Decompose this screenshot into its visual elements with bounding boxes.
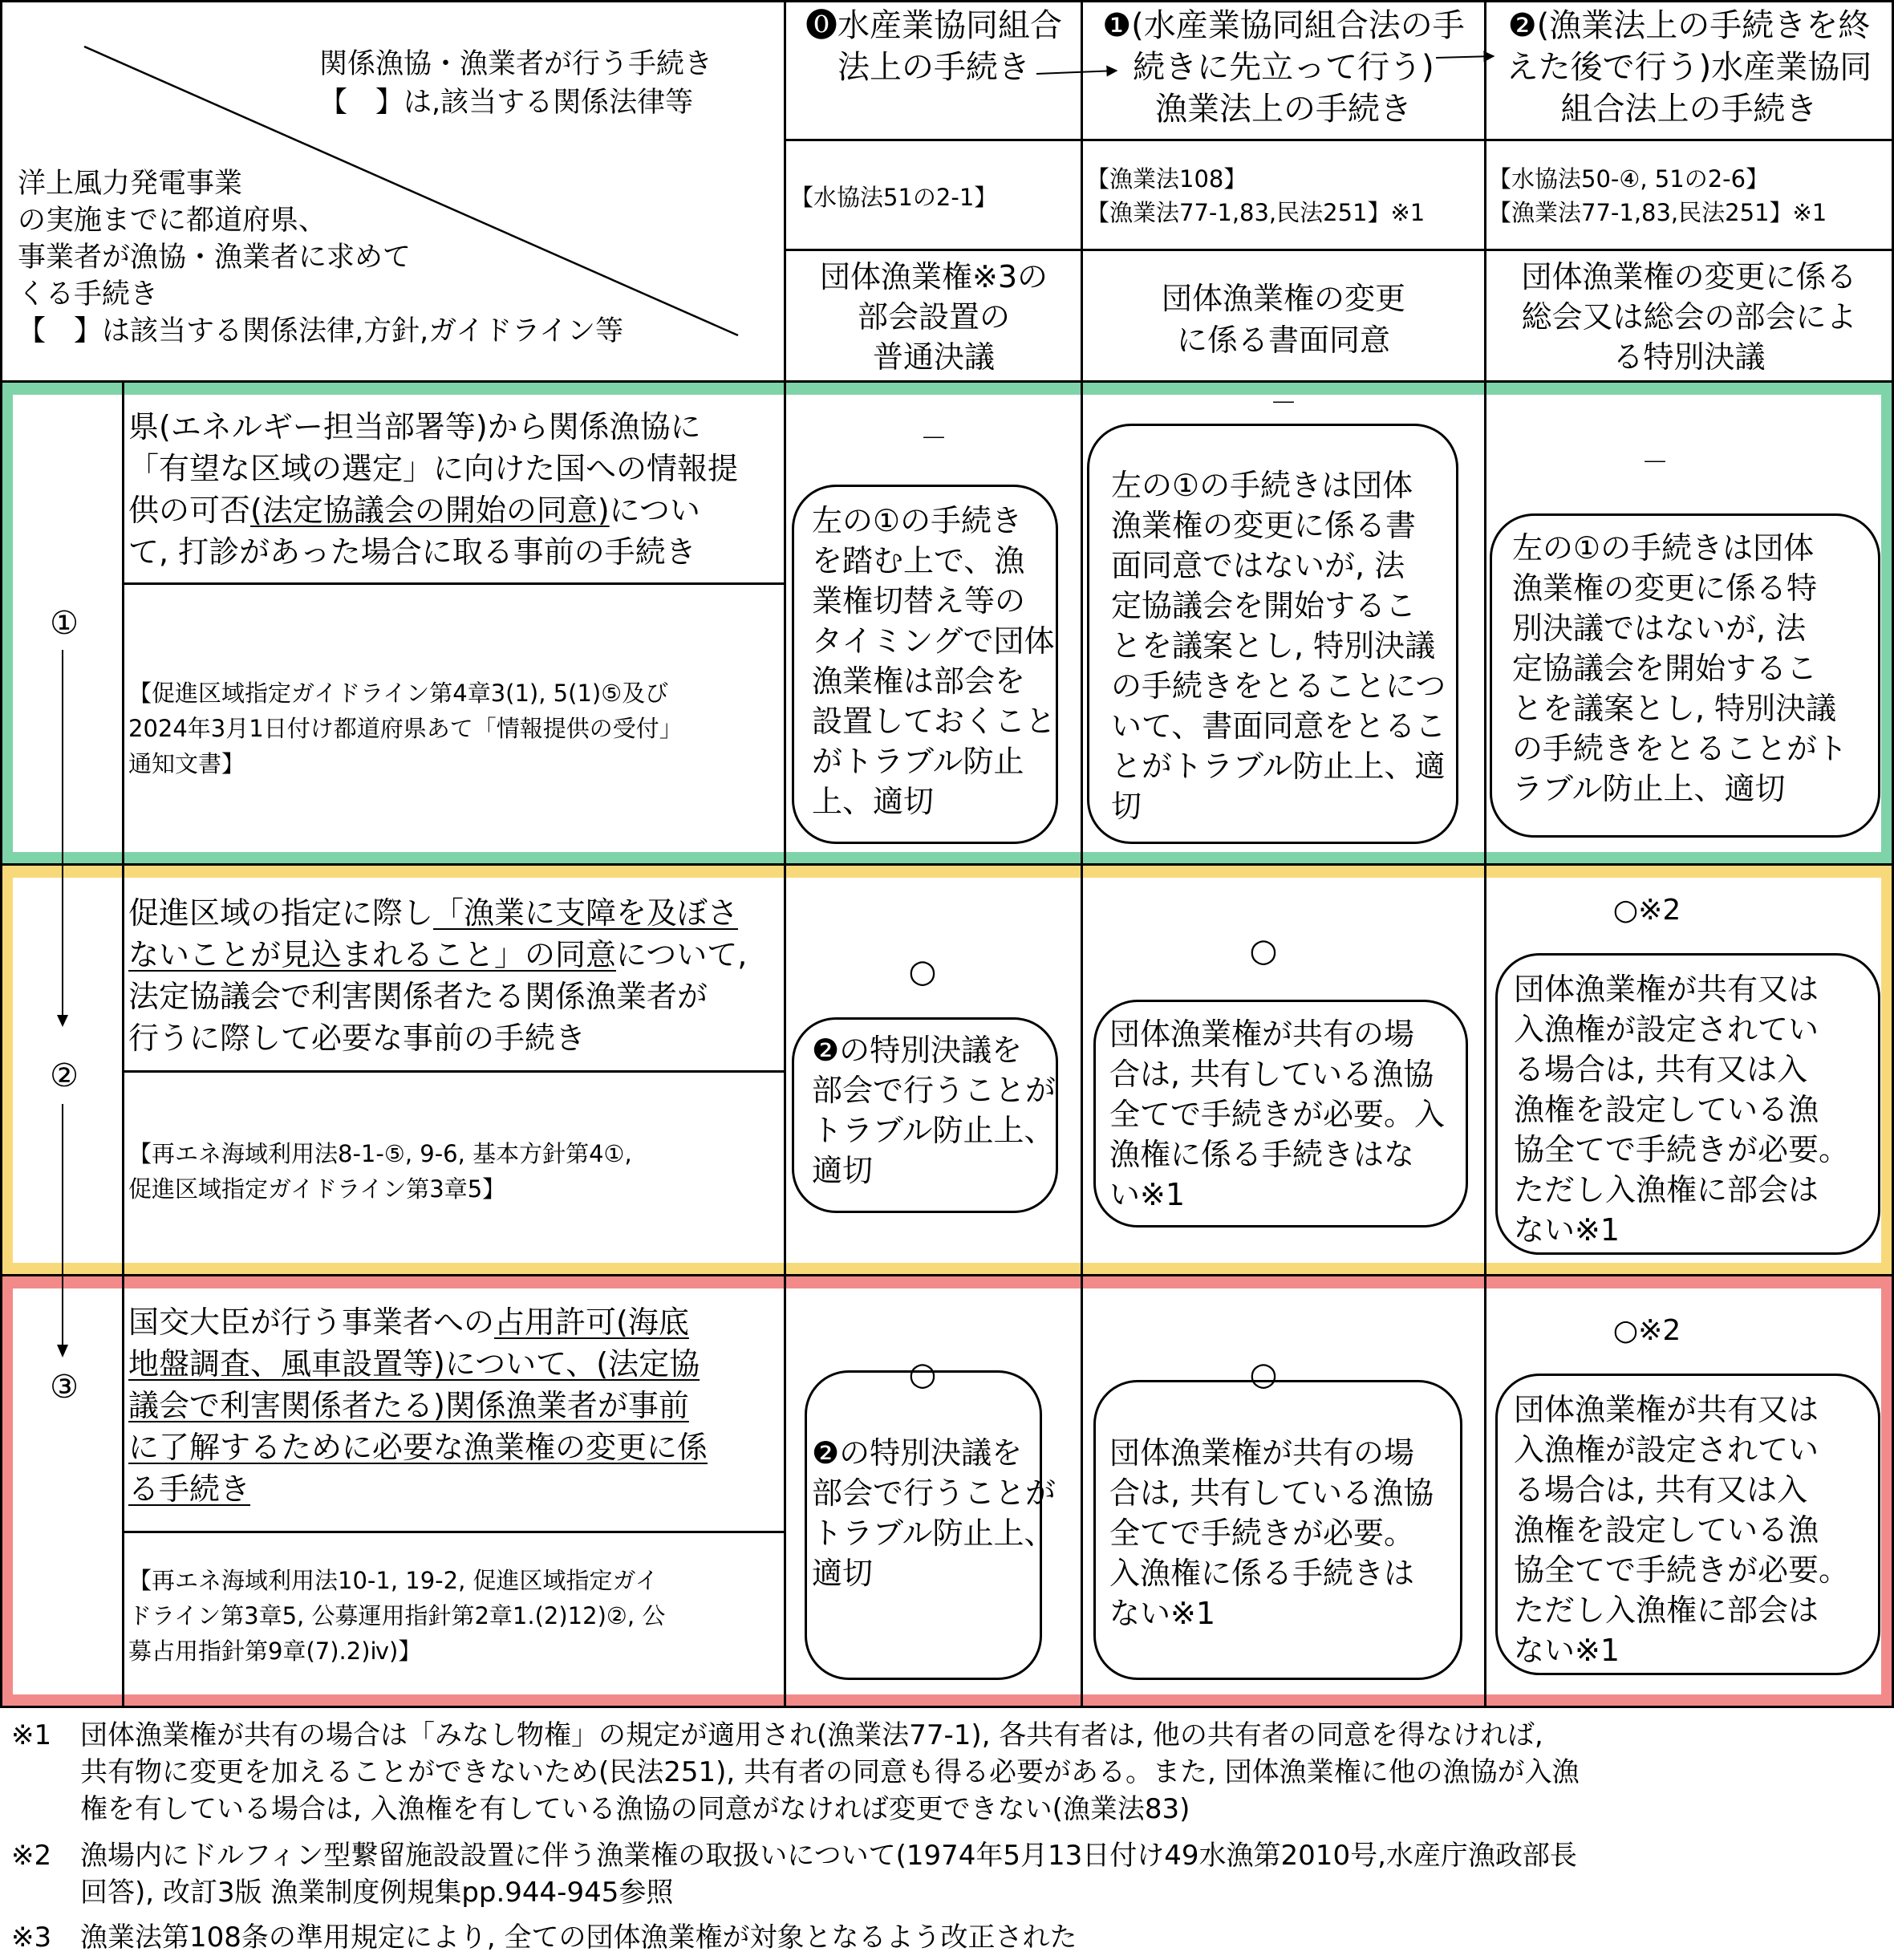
- row1-col0-note: 左の①の手続き を踏む上で、漁 業権切替え等の タイミングで団体 漁業権は部会を 設置しておくこと がトラブル防止 上、適切: [812, 503, 1057, 819]
- col1-law: 【漁業法108】 【漁業法77-1,83,民法251】※1: [1086, 165, 1426, 226]
- row2-desc-text2: について, 法定協議会で利害関係者たる関係漁業者が 行うに際して必要な事前の手続き: [128, 937, 748, 1056]
- row1-description: [128, 406, 738, 573]
- row2-col0-mark: ○: [908, 953, 937, 990]
- footnote-1-text: 団体漁業権が共有の場合は「みなし物権」の規定が適用され(漁業法77-1), 各共有者は, 他の共有者の同意を得なければ, 共有物に変更を加えることができないため(民法251), 共有者の同意も得る必要がある。また, 団体漁業権に他の漁協が入漁 権を有している場合は, 入漁権を有している漁協の同意がなければ変更できない(漁業法83): [80, 1719, 1580, 1825]
- col1-procedure: 団体漁業権の変更 に係る書面同意: [1161, 281, 1405, 358]
- row2-desc-underlined2: ないことが見込まれること」の同意: [128, 937, 617, 972]
- header-sep1: [785, 139, 1894, 141]
- row3-number: ③: [50, 1369, 79, 1406]
- row2-col0-note: ❷の特別決議を 部会で行うことが トラブル防止上、 適切: [812, 1033, 1057, 1188]
- row1-col2-mark: －: [1641, 447, 1669, 479]
- row3-col1-note: 団体漁業権が共有の場 合は, 共有している漁協 全てで手続きが必要。 入漁権に係る手続きは ない※1: [1109, 1435, 1434, 1631]
- footnote-2-text: 漁場内にドルフィン型繋留施設設置に伴う漁業権の取扱いについて(1974年5月13日付け49水漁第2010号,水産庁漁政部長 回答), 改訂3版 漁業制度例規集pp.944-945参照: [80, 1840, 1577, 1909]
- row3-law: 【再エネ海域利用法10-1, 19-2, 促進区域指定ガイ ドライン第3章5, 公募運用指針第2章1.(2)12)②, 公 募占用指針第9章(7).2)ⅳ)】: [128, 1567, 666, 1665]
- col0-title: ⓿水産業協同組合 法上の手続き: [805, 7, 1062, 86]
- row1-desc-underlined: (法定協議会の開始の同意): [250, 493, 610, 528]
- row1-number: ①: [50, 605, 79, 642]
- row2-description: [128, 892, 747, 1059]
- row2-desc-text1: 促進区域の指定に際し: [128, 895, 434, 931]
- row1-law: 【促進区域指定ガイドライン第4章3(1), 5(1)⑤及び 2024年3月1日付け都道府県あて「情報提供の受付」 通知文書】: [128, 680, 683, 777]
- col0-procedure: 団体漁業権※3の 部会設置の 普通決議: [819, 259, 1048, 375]
- table-bottom: [0, 1706, 1894, 1708]
- row3-desc-sep: [123, 1531, 785, 1533]
- row2-desc-sep: [123, 1070, 785, 1073]
- row2-col1-note: 団体漁業権が共有の場 合は, 共有している漁協 全てで手続きが必要。入 漁権に係る手続きはな い※1: [1109, 1017, 1446, 1212]
- row3-col1-mark: ○: [1249, 1356, 1278, 1393]
- row3-desc-text1: 国交大臣が行う事業者への: [128, 1305, 495, 1340]
- flow-arrows: [0, 0, 128, 1708]
- row2-desc-underlined1: 「漁業に支障を及ぼさ: [433, 895, 739, 931]
- footnote-2-mark: ※2: [11, 1840, 52, 1872]
- col2-law: 【水協法50-④, 51の2-6】 【漁業法77-1,83,民法251】※1: [1488, 165, 1827, 226]
- header-diagonal-bottom: 洋上風力発電事業 の実施までに都道府県、 事業者が漁協・漁業者に求めて くる手続き 【 】は該当する関係法律,方針,ガイドライン等: [18, 168, 624, 347]
- header-diagonal-top: 関係漁協・漁業者が行う手続き 【 】は,該当する関係法律等: [319, 48, 713, 119]
- row3-col0-mark: ○: [908, 1356, 937, 1393]
- col2-title: ❷(漁業法上の手続きを終 えた後で行う)水産業協同 組合法上の手続き: [1506, 7, 1872, 128]
- header-sep2: [785, 249, 1894, 251]
- footnote-3-mark: ※3: [11, 1921, 52, 1954]
- row2-col1-mark: ○: [1249, 932, 1278, 969]
- row1-col1-mark: －: [1270, 388, 1297, 420]
- row2-number: ②: [50, 1057, 79, 1094]
- row2-law: 【再エネ海域利用法8-1-⑤, 9-6, 基本方針第4①, 促進区域指定ガイドライン第3章5】: [128, 1140, 632, 1203]
- row3-col0-note: ❷の特別決議を 部会で行うことが トラブル防止上、 適切: [812, 1435, 1057, 1591]
- row2-col2-mark: ○※2: [1612, 894, 1681, 927]
- footnote-1-mark: ※1: [11, 1719, 52, 1751]
- row3-desc-underlined: 占用許可(海底 地盤調査、風車設置等)について、(法定協 議会で利害関係者たる)関係漁業者が事前 に了解するために必要な漁業権の変更に係 る手続き: [128, 1305, 708, 1507]
- col1-title: ❶(水産業協同組合法の手 続きに先立って行う) 漁業法上の手続き: [1102, 7, 1465, 128]
- row2-bottom: [0, 1274, 1894, 1276]
- row1-bottom: [0, 863, 1894, 866]
- row3-col2-mark: ○※2: [1612, 1314, 1681, 1347]
- row1-desc-text2: につい て, 打診があった場合に取る事前の手続き: [128, 493, 700, 570]
- col2-procedure: 団体漁業権の変更に係る 総会又は総会の部会によ る特別決議: [1521, 259, 1857, 375]
- row1-col2-note: 左の①の手続きは団体 漁業権の変更に係る特 別決議ではないが, 法 定協議会を開始するこ とを議案とし, 特別決議 の手続きをとることがト ラブル防止上、適切: [1512, 530, 1848, 806]
- row2-col2-note: 団体漁業権が共有又は 入漁権が設定されてい る場合は, 共有又は入 漁権を設定している漁 協全てで手続きが必要。 ただし入漁権に部会は ない※1: [1514, 972, 1850, 1248]
- row1-desc-text1: 県(エネルギー担当部署等)から関係漁協に 「有望な区域の選定」に向けた国への情報提 供の可否: [128, 409, 739, 528]
- row1-desc-sep: [123, 582, 785, 585]
- row3-col2-note: 団体漁業権が共有又は 入漁権が設定されてい る場合は, 共有又は入 漁権を設定している漁 協全てで手続きが必要。 ただし入漁権に部会は ない※1: [1514, 1392, 1850, 1668]
- row3-description: [128, 1301, 708, 1510]
- row1-col1-note: 左の①の手続きは団体 漁業権の変更に係る書 面同意ではないが, 法 定協議会を開始するこ とを議案とし, 特別決議 の手続きをとることにつ いて、書面同意をとるこ とがトラブル防止上、適 切: [1111, 468, 1446, 824]
- row1-col0-mark: －: [920, 423, 947, 455]
- footnote-3-text: 漁業法第108条の準用規定により, 全ての団体漁業権が対象となるよう改正された: [80, 1921, 1077, 1954]
- col0-law: 【水協法51の2-1】: [790, 184, 998, 211]
